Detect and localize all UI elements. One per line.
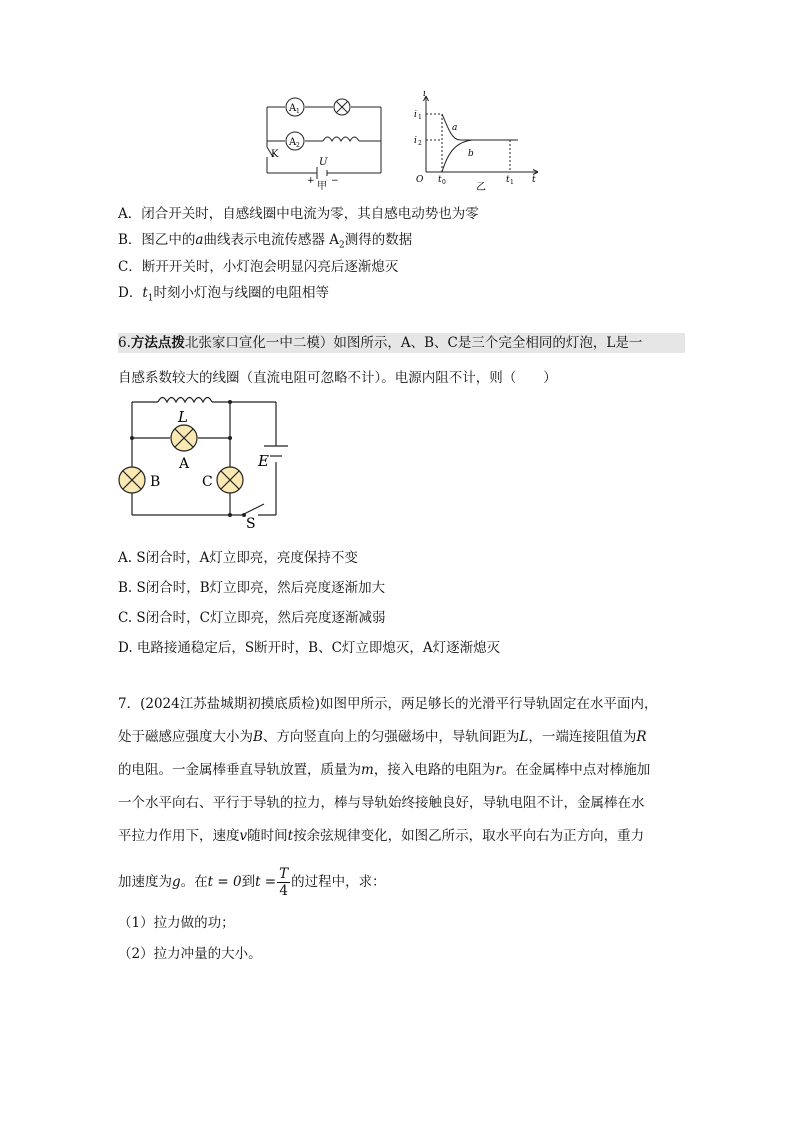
q5-option-a: A．闭合开关时，自感线圈中电流为零，其自感电动势也为零	[118, 206, 479, 222]
q7-stem-line2: 处于磁感应强度大小为B、方向竖直向上的匀强磁场中，导轨间距为L，一端连接阻值为R	[118, 729, 647, 745]
svg-text:C: C	[202, 474, 213, 490]
svg-text:1: 1	[418, 114, 422, 121]
svg-text:−: −	[331, 176, 339, 186]
svg-text:0: 0	[442, 179, 446, 186]
svg-text:1: 1	[510, 179, 514, 186]
q5-graph-yi	[410, 90, 545, 192]
svg-text:i: i	[414, 110, 417, 120]
q6-stem-line2: 自感系数较大的线圈（直流电阻可忽略不计）。电源内阻不计，则（ ）	[118, 370, 557, 386]
svg-text:t: t	[532, 175, 536, 185]
q7-stem-line3: 的电阻。一金属棒垂直导轨放置，质量为m，接入电路的电阻为r。在金属棒中点对棒施加	[118, 762, 651, 778]
q7-subquestion-2: （2）拉力冲量的大小。	[118, 946, 262, 962]
q6-stem-line1: 6.方法点拨北张家口宣化一中二模）如图所示，A、B、C是三个完全相同的灯泡，L是一	[118, 333, 685, 353]
q6-circuit	[118, 390, 288, 530]
svg-text:i: i	[423, 90, 426, 99]
svg-text:b: b	[468, 149, 474, 159]
inductor-coil-icon	[323, 137, 359, 141]
svg-text:B: B	[150, 474, 161, 490]
svg-text:2: 2	[418, 140, 422, 147]
q5-option-b: B．图乙中的a曲线表示电流传感器 $A_2$测得的数据	[118, 232, 413, 251]
svg-text:甲: 甲	[317, 181, 327, 190]
lamp-icon	[334, 99, 350, 115]
lamp-a-icon	[171, 425, 197, 451]
svg-text:K: K	[271, 149, 279, 160]
q5-circuit-jia	[255, 95, 395, 190]
svg-text:L: L	[178, 408, 188, 426]
fraction-t-over-4: $\frac{T}{4}$	[279, 866, 289, 899]
q6-option-a: A. S闭合时，A灯立即亮，亮度保持不变	[118, 550, 358, 566]
svg-text:1: 1	[296, 108, 300, 115]
q7-stem-line4: 一个水平向右、平行于导轨的拉力，棒与导轨始终接触良好，导轨电阻不计，金属棒在水	[118, 795, 645, 811]
svg-text:A: A	[289, 103, 297, 114]
q6-option-c: C. S闭合时，C灯立即亮，然后亮度逐渐减弱	[118, 610, 386, 626]
svg-text:E: E	[258, 452, 269, 470]
q5-option-c: C．断开开关时，小灯泡会明显闪亮后逐渐熄灭	[118, 259, 399, 275]
question-number: 6.	[118, 335, 131, 351]
svg-text:t: t	[506, 175, 510, 185]
lamp-c-icon	[217, 467, 243, 493]
svg-text:t: t	[438, 175, 442, 185]
q6-option-b: B. S闭合时，B灯立即亮，然后亮度逐渐加大	[118, 580, 386, 596]
svg-text:O: O	[416, 175, 424, 185]
svg-text:U: U	[319, 157, 328, 168]
svg-text:a: a	[452, 123, 458, 133]
svg-text:S: S	[246, 516, 256, 530]
q5-option-d: D．$t_1$时刻小灯泡与线圈的电阻相等	[118, 285, 329, 304]
svg-text:i: i	[414, 136, 417, 146]
svg-text:2: 2	[296, 142, 300, 149]
svg-text:+: +	[307, 176, 315, 186]
svg-text:A: A	[179, 456, 190, 472]
q7-subquestion-1: （1）拉力做的功；	[118, 915, 235, 931]
lamp-b-icon	[119, 467, 145, 493]
inductor-coil-icon	[158, 398, 212, 403]
method-tag: 方法点拨	[130, 335, 185, 351]
svg-text:A: A	[289, 137, 297, 148]
q7-stem-line1: 7．(2024江苏盐城期初摸底质检)如图甲所示，两足够长的光滑平行导轨固定在水平面内，	[118, 696, 658, 712]
svg-text:乙: 乙	[476, 182, 486, 192]
q7-stem-line5: 平拉力作用下，速度v随时间t按余弦规律变化，如图乙所示，取水平向右为正方向，重力	[118, 828, 645, 844]
q6-option-d: D. 电路接通稳定后，S断开时，B、C灯立即熄灭，A灯逐渐熄灭	[118, 640, 501, 656]
q7-stem-line6: 加速度为g。在t = 0到t = $\frac{T}{4}$ 的过程中，求：	[118, 866, 386, 899]
